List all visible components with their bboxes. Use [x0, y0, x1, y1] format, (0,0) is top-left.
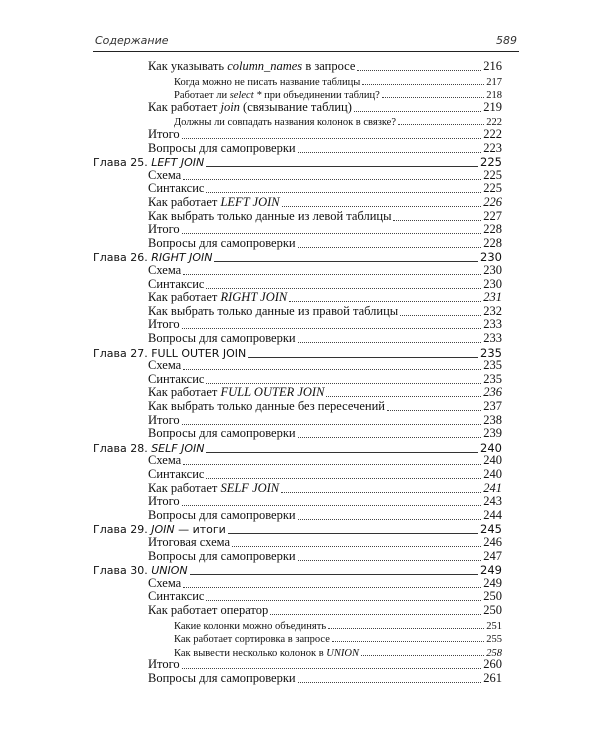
- toc-leader-dots: [298, 560, 482, 561]
- toc-entry-emphasis: column_names: [227, 59, 303, 73]
- running-header-page-number: 589: [496, 34, 517, 47]
- toc-page-number: 260: [483, 657, 502, 672]
- toc-page-number: 225: [483, 181, 502, 196]
- toc-leader-dots: [228, 533, 478, 534]
- toc-page-number: 250: [483, 603, 502, 617]
- toc-page-number: 240: [483, 467, 502, 481]
- toc-leader-dots: [248, 357, 478, 358]
- toc-entry-text: Глава 27. FULL OUTER JOIN: [93, 346, 247, 360]
- toc-entry-label: [148, 549, 296, 564]
- toc-entry-emphasis: RIGHT JOIN: [220, 290, 288, 305]
- toc-leader-dots: [281, 492, 481, 493]
- toc-entry-text: Вопросы для самопроверки: [148, 426, 296, 441]
- toc-section-entry: [148, 142, 502, 156]
- toc-section-entry: [148, 332, 502, 346]
- toc-leader-dots: [289, 301, 481, 302]
- toc-leader-dots: [206, 166, 478, 167]
- toc-entry-emphasis: join: [220, 99, 240, 114]
- toc-leader-dots: [206, 288, 481, 289]
- running-header: [93, 33, 519, 52]
- toc-page-number: 237: [483, 399, 502, 413]
- toc-leader-dots: [206, 478, 481, 479]
- toc-entry-text: Как работает: [148, 480, 221, 495]
- toc-entry-label: [148, 399, 385, 414]
- toc-page-number: 247: [483, 548, 502, 563]
- toc-entry-text: Глава 26.: [93, 251, 152, 265]
- toc-entry-text: Работает ли: [174, 90, 230, 102]
- toc-leader-dots: [393, 220, 481, 221]
- toc-leader-dots: [182, 138, 482, 139]
- toc-leader-dots: [206, 192, 481, 193]
- toc-entry-label: [148, 304, 398, 319]
- toc-entry-text: Вопросы для самопроверки: [148, 140, 296, 155]
- toc-entry-text: Схема: [148, 167, 182, 182]
- toc-leader-dots: [183, 464, 481, 465]
- toc-leader-dots: [183, 369, 481, 370]
- toc-entry-label: [148, 331, 296, 346]
- toc-entry-text: Синтаксис: [148, 181, 205, 196]
- toc-entry-text: Синтаксис: [148, 371, 205, 386]
- toc-entry-label: [174, 648, 359, 659]
- toc-page-number: 216: [483, 59, 502, 73]
- toc-page-number: 235: [483, 371, 502, 386]
- toc-entry-text: Синтаксис: [148, 276, 205, 291]
- toc-entry-emphasis: UNION: [326, 647, 359, 659]
- toc-entry-text: Как работает: [148, 99, 221, 114]
- toc-page-number: 223: [483, 140, 502, 155]
- toc-leader-dots: [183, 179, 481, 180]
- toc-section-entry: [148, 482, 502, 496]
- toc-leader-dots: [232, 546, 481, 547]
- toc-page-number: 238: [483, 412, 502, 427]
- toc-leader-dots: [382, 97, 484, 98]
- toc-entry-label: [148, 508, 296, 523]
- running-header-title: Содержание: [95, 34, 169, 47]
- toc-page-number: 233: [483, 317, 502, 332]
- toc-subsection-entry: [174, 631, 502, 645]
- toc-entry-label: [174, 634, 330, 645]
- toc-leader-dots: [206, 383, 481, 384]
- toc-leader-dots: [398, 124, 484, 125]
- toc-section-entry: [148, 305, 502, 319]
- toc-leader-dots: [298, 152, 482, 153]
- toc-entry-text: Синтаксис: [148, 589, 205, 604]
- toc-entry-text: Глава 29.: [93, 523, 152, 537]
- toc-entry-text: Итого: [148, 222, 180, 237]
- toc-entry-emphasis: UNION: [151, 564, 188, 578]
- toc-entry-text: Итого: [148, 412, 180, 427]
- toc-entry-label: [174, 77, 360, 88]
- toc-page-number: 226: [483, 195, 502, 209]
- toc-leader-dots: [362, 84, 484, 85]
- toc-page-number: 251: [486, 620, 502, 632]
- toc-entry-text: Глава 25.: [93, 156, 152, 170]
- toc-leader-dots: [182, 328, 482, 329]
- toc-entry-label: [148, 671, 296, 686]
- toc-page-number: 235: [483, 358, 502, 373]
- toc-page-number: 230: [483, 263, 502, 277]
- toc-entry-text: Схема: [148, 453, 182, 468]
- toc-entry-label: [174, 117, 396, 128]
- toc-page-number: 228: [483, 222, 502, 237]
- toc-entry-emphasis: SELF JOIN: [220, 480, 280, 495]
- toc-page-number: 258: [486, 647, 502, 659]
- toc-entry-label: [148, 426, 296, 441]
- toc-entry-label: [148, 59, 355, 74]
- toc-entry-label: [148, 141, 296, 156]
- toc-entry-text: Глава 30.: [93, 564, 152, 578]
- toc-entry-text: Как выбрать только данные из правой таблицы: [148, 303, 399, 318]
- toc-entry-text: Как работает: [148, 290, 221, 305]
- toc-page-number: 230: [480, 250, 502, 265]
- toc-entry-label: [148, 603, 268, 618]
- toc-entry-text: Итого: [148, 494, 180, 509]
- toc-entry-text: Как указывать: [148, 59, 228, 73]
- toc-leader-dots: [298, 682, 482, 683]
- toc-leader-dots: [298, 342, 482, 343]
- toc-entry-text-suffix: в запросе: [302, 59, 356, 73]
- toc-entry-text: Как работает сортировка в запросе: [174, 634, 330, 646]
- toc-leader-dots: [328, 628, 484, 629]
- toc-section-entry: [148, 550, 502, 564]
- toc-entry-text: Как выбрать только данные из левой таблицы: [148, 208, 392, 223]
- toc-entry-text: Схема: [148, 575, 182, 590]
- toc-entry-text: Итого: [148, 317, 180, 332]
- toc-entry-text: Схема: [148, 358, 182, 373]
- toc-section-entry: [148, 237, 502, 251]
- toc-leader-dots: [190, 574, 478, 575]
- toc-leader-dots: [298, 247, 482, 248]
- toc-leader-dots: [183, 587, 481, 588]
- toc-section-entry: [148, 604, 502, 618]
- toc-leader-dots: [361, 655, 484, 656]
- toc-section-entry: [148, 101, 502, 115]
- toc-entry-text: Схема: [148, 263, 182, 277]
- toc-leader-dots: [206, 452, 478, 453]
- toc-section-entry: [148, 427, 502, 441]
- toc-page-number: 230: [483, 276, 502, 291]
- toc-page-number: 261: [483, 671, 502, 685]
- toc-page-number: 249: [483, 575, 502, 590]
- toc-entry-text: Должны ли совпадать названия колонок в связке?: [174, 117, 396, 129]
- toc-page-number: 225: [480, 155, 502, 170]
- toc-page-number: 239: [483, 426, 502, 441]
- toc-entry-text: Глава 28.: [93, 441, 152, 455]
- toc-subsection-entry: [174, 618, 502, 632]
- toc-entry-label: [148, 209, 391, 224]
- toc-entry-text: Как работает оператор: [148, 603, 269, 617]
- toc-page-number: 222: [486, 117, 502, 129]
- toc-page-number: 244: [483, 507, 502, 522]
- toc-entry-label: [148, 100, 352, 115]
- toc-page-number: 249: [480, 563, 502, 578]
- toc-page-number: 227: [483, 208, 502, 223]
- toc-leader-dots: [214, 261, 478, 262]
- toc-section-entry: [148, 400, 502, 414]
- toc-entry-text: Вопросы для самопроверки: [148, 331, 296, 345]
- toc-leader-dots: [182, 668, 482, 669]
- toc-subsection-entry: [174, 114, 502, 128]
- toc-entry-emphasis: LEFT JOIN: [220, 195, 280, 209]
- toc-page-number: 228: [483, 235, 502, 250]
- toc-entry-text: Вопросы для самопроверки: [148, 507, 296, 522]
- toc-subsection-entry: [174, 74, 502, 88]
- toc-entry-emphasis: RIGHT JOIN: [151, 251, 213, 265]
- toc-section-entry: [148, 60, 502, 74]
- toc-page-number: 217: [486, 76, 502, 88]
- toc-entry-emphasis: select *: [229, 90, 262, 102]
- toc-leader-dots: [400, 315, 481, 316]
- toc-entry-text: Как вывести несколько колонок в: [174, 647, 327, 659]
- toc-entry-text: Когда можно не писать название таблицы: [174, 76, 361, 88]
- toc-page-number: 240: [483, 453, 502, 468]
- toc-entry-text: Вопросы для самопроверки: [148, 548, 296, 563]
- toc-entry-emphasis: FULL OUTER JOIN: [220, 385, 325, 400]
- toc-page-number: 218: [486, 90, 502, 102]
- toc-entry-text: Как работает: [148, 385, 221, 400]
- toc-entry-text: Как выбрать только данные без пересечений: [148, 399, 385, 413]
- toc-leader-dots: [298, 437, 482, 438]
- toc-leader-dots: [182, 233, 482, 234]
- toc-page-number: 245: [480, 522, 502, 537]
- toc-leader-dots: [206, 600, 481, 601]
- toc-entry-emphasis: JOIN: [151, 523, 175, 537]
- toc-leader-dots: [387, 410, 481, 411]
- toc-section-entry: [148, 672, 502, 686]
- toc-entry-emphasis: LEFT JOIN: [151, 156, 205, 170]
- toc-entry-label: [174, 621, 326, 632]
- toc-entry-text: Какие колонки можно объединять: [174, 620, 327, 632]
- toc-entry-text: Итого: [148, 657, 180, 672]
- toc-entry-text: Итого: [148, 127, 180, 141]
- toc-page-number: 219: [483, 99, 502, 114]
- toc-entry-text-suffix: (связывание таблиц): [239, 99, 352, 114]
- toc-entry-text: Вопросы для самопроверки: [148, 671, 296, 685]
- toc-entry-emphasis: SELF JOIN: [151, 441, 205, 455]
- toc-leader-dots: [298, 519, 482, 520]
- toc-entry-text: Синтаксис: [148, 467, 205, 481]
- toc-leader-dots: [182, 424, 482, 425]
- toc-subsection-entry: [174, 645, 502, 659]
- toc-leader-dots: [182, 505, 482, 506]
- toc-page-number: 236: [483, 385, 502, 400]
- toc-entry-text: Вопросы для самопроверки: [148, 235, 296, 250]
- toc-entry-label: [148, 236, 296, 251]
- toc-page-number: 232: [483, 303, 502, 318]
- toc-page-number: 235: [480, 345, 502, 360]
- toc-section-entry: [148, 210, 502, 224]
- toc-section-entry: [148, 509, 502, 523]
- toc-entry-text: Как работает: [148, 195, 221, 209]
- toc-leader-dots: [326, 396, 481, 397]
- toc-page-number: 222: [483, 127, 502, 141]
- toc-page-number: 233: [483, 331, 502, 345]
- toc-leader-dots: [270, 614, 481, 615]
- toc-leader-dots: [357, 70, 481, 71]
- toc-entry-text-suffix: при объединении таблиц?: [261, 90, 380, 102]
- toc-entry-text-suffix: — итоги: [174, 523, 226, 537]
- toc-leader-dots: [282, 206, 482, 207]
- toc-leader-dots: [183, 274, 481, 275]
- toc-page-number: 240: [480, 440, 502, 455]
- toc-page-number: 225: [483, 167, 502, 182]
- toc-page-number: 246: [483, 535, 502, 549]
- toc-page-number: 241: [483, 480, 502, 495]
- toc-leader-dots: [354, 111, 481, 112]
- toc-page-number: 231: [483, 290, 502, 305]
- toc-page-number: 255: [486, 634, 502, 646]
- toc-page-number: 250: [483, 589, 502, 604]
- toc-leader-dots: [332, 641, 484, 642]
- toc-entry-text: Итоговая схема: [148, 535, 231, 549]
- toc-page-number: 243: [483, 494, 502, 509]
